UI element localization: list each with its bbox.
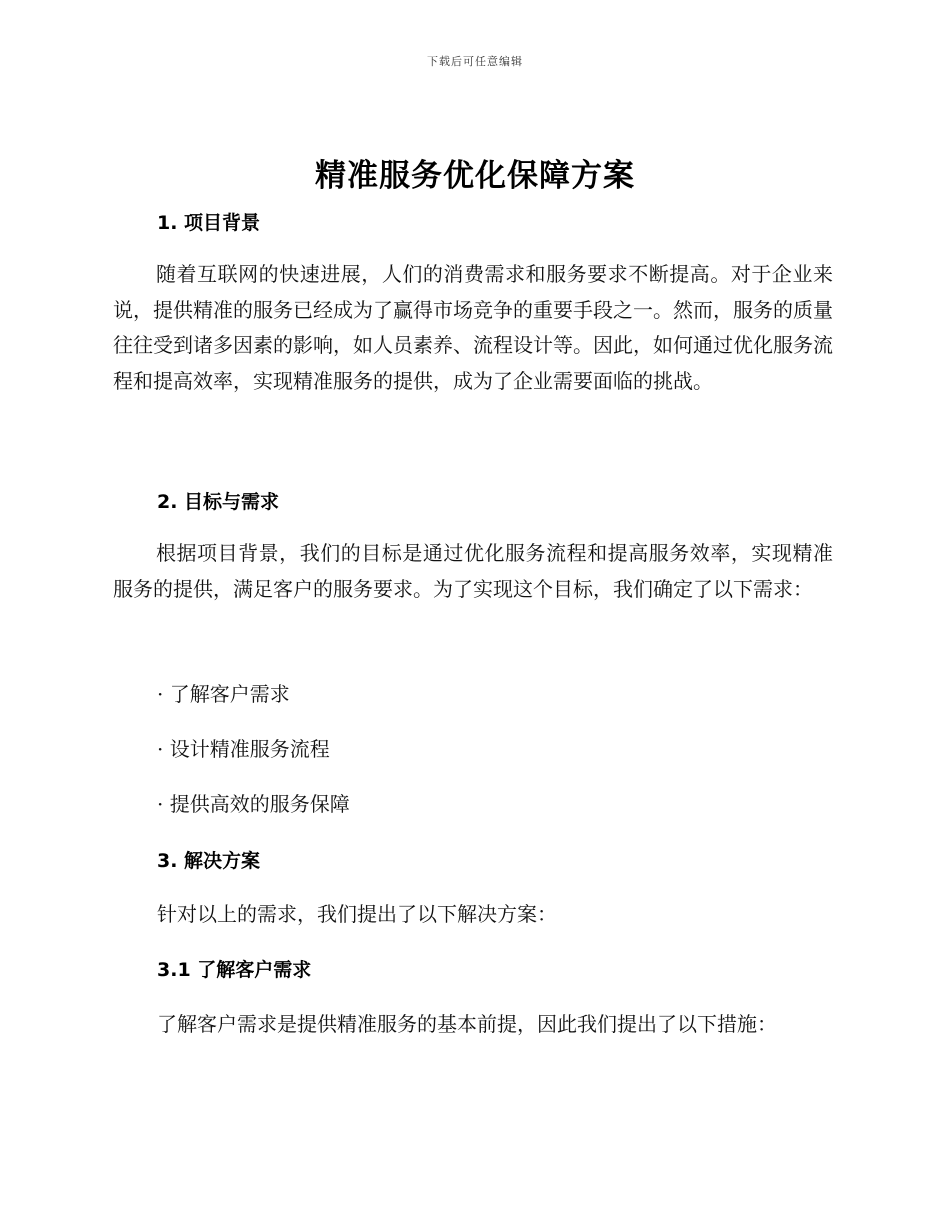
page-header: 下载后可任意编辑 [427,55,523,68]
section-2-paragraph: 根据项目背景，我们的目标是通过优化服务流程和提高服务效率，实现精准服务的提供，满足客户的服务要求。为了实现这个目标，我们确定了以下需求： [113,541,833,601]
section-1-paragraph: 随着互联网的快速进展，人们的消费需求和服务要求不断提高。对于企业来说，提供精准的服务已经成为了赢得市场竞争的重要手段之一。然而，服务的质量往往受到诸多因素的影响，如人员素养、流程设计等。因此，如何通过优化服务流程和提高效率，实现精准服务的提供，成为了企业需要面临的挑战。 [113,262,833,393]
section-2-heading: 2. 目标与需求 [157,491,280,513]
section-3-intro: 针对以上的需求，我们提出了以下解决方案： [157,902,557,926]
list-item: · 设计精准服务流程 [157,737,330,761]
section-3-1-heading: 3.1 了解客户需求 [157,959,312,981]
list-item: · 了解客户需求 [157,682,290,706]
document-title: 精准服务优化保障方案 [315,158,635,194]
list-item: · 提供高效的服务保障 [157,792,350,816]
section-1-heading: 1. 项目背景 [157,212,261,234]
section-3-heading: 3. 解决方案 [157,850,261,872]
section-3-1-text: 了解客户需求是提供精准服务的基本前提，因此我们提出了以下措施： [157,1012,777,1036]
